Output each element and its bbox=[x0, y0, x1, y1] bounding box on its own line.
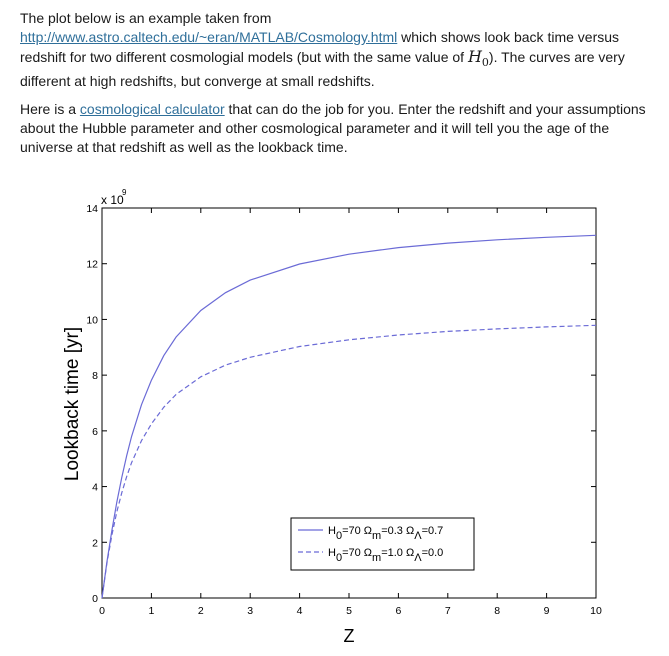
x-tick-label: 7 bbox=[444, 605, 451, 617]
x-tick-label: 4 bbox=[296, 605, 303, 617]
y-multiplier-exp: 9 bbox=[122, 188, 127, 197]
y-tick-label: 8 bbox=[92, 370, 98, 383]
intro-text: which shows look back time versus redshift for two different cosmologial models (but with the same value of bbox=[20, 29, 620, 65]
y-tick-label: 4 bbox=[92, 481, 98, 494]
cosmological-calculator-link[interactable]: cosmological calculator bbox=[79, 101, 225, 117]
calc-text-start: Here is a bbox=[20, 101, 80, 117]
y-axis-label: Lookback time [yr] bbox=[62, 326, 83, 482]
y-tick-label: 10 bbox=[86, 314, 98, 327]
h0-symbol: $H_0$ bbox=[467, 47, 489, 70]
x-tick-label: 1 bbox=[148, 605, 155, 617]
source-url-link[interactable]: http://www.astro.caltech.edu/~eran/MATLAB/Cosmology.html bbox=[20, 29, 398, 45]
x-tick-label: 6 bbox=[395, 605, 402, 617]
x-axis-label: Z bbox=[343, 626, 355, 646]
legend-entry: H0=70 Ωm=1.0 ΩΛ=0.0 bbox=[328, 547, 444, 564]
y-tick-label: 6 bbox=[92, 425, 98, 438]
calculator-paragraph bbox=[20, 100, 660, 157]
legend-entry: H0=70 Ωm=0.3 ΩΛ=0.7 bbox=[328, 525, 444, 542]
x-tick-label: 0 bbox=[99, 605, 105, 617]
y-tick-label: 12 bbox=[86, 258, 98, 271]
x-tick-label: 5 bbox=[346, 605, 352, 617]
intro-paragraph bbox=[20, 9, 660, 91]
x-tick-label: 2 bbox=[197, 605, 204, 617]
lookback-time-chart bbox=[0, 180, 669, 656]
x-tick-label: 8 bbox=[494, 605, 501, 617]
y-tick-label: 14 bbox=[86, 203, 98, 215]
y-multiplier: x 10 bbox=[101, 193, 124, 207]
x-tick-label: 3 bbox=[247, 605, 254, 617]
x-tick-label: 9 bbox=[543, 605, 550, 617]
x-tick-label: 10 bbox=[590, 605, 602, 617]
y-tick-label: 0 bbox=[92, 593, 98, 605]
calc-text-end: that can do the job for you. Enter the redshift and your assumptions about the Hubble parameter and other cosmological parameter and it will tell you the age of the universe at that redshift as well as the lookback time. bbox=[20, 101, 646, 155]
y-tick-label: 2 bbox=[92, 537, 98, 550]
intro-text-end: ). The curves are very different at high redshifts, but converge at small redshifts. bbox=[20, 49, 625, 90]
intro-line1: The plot below is an example taken from bbox=[20, 10, 272, 26]
